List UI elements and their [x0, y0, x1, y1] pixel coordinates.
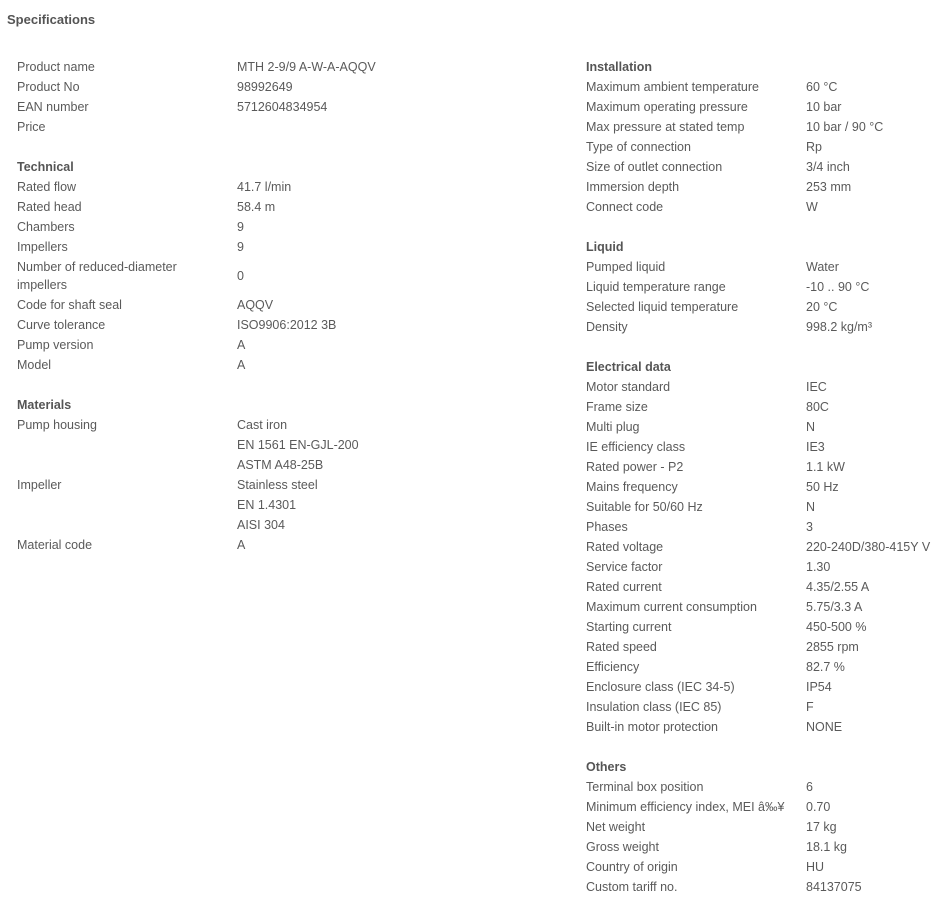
spec-row: [17, 177, 537, 197]
spec-label: Efficiency: [586, 660, 640, 674]
spec-label: Max pressure at stated temp: [586, 120, 745, 134]
spec-label: Immersion depth: [586, 180, 680, 194]
spec-label: Country of origin: [586, 860, 678, 874]
spec-label: Product No: [17, 80, 80, 94]
spec-row: [586, 537, 940, 557]
spec-row: [586, 837, 940, 857]
spec-label: Number of reduced-diameter impellers: [17, 260, 177, 292]
spec-row: [586, 437, 940, 457]
spec-value: 84137075: [806, 880, 862, 894]
spec-value: 998.2 kg/m³: [806, 320, 873, 334]
spec-row: [17, 97, 537, 117]
spec-label: Type of connection: [586, 140, 691, 154]
spec-row: [586, 677, 940, 697]
spec-row: [586, 117, 940, 137]
spec-row: [17, 57, 537, 77]
spec-value: 82.7 %: [806, 660, 845, 674]
spec-row: [17, 315, 537, 335]
spec-value: [237, 117, 537, 137]
spec-value: 17 kg: [806, 820, 837, 834]
spec-row: [586, 297, 940, 317]
spec-value: 18.1 kg: [806, 840, 848, 854]
spec-label: Selected liquid temperature: [586, 300, 739, 314]
spec-value: AQQV: [237, 298, 274, 312]
spec-label: Pump housing: [17, 418, 97, 432]
spec-value-line: EN 1.4301: [237, 498, 297, 512]
spec-value: 5712604834954: [237, 100, 328, 114]
spec-value: F: [806, 700, 814, 714]
spec-value: 9: [237, 240, 244, 254]
spec-label: Maximum ambient temperature: [586, 80, 759, 94]
spec-label: Minimum efficiency index, MEI â‰¥: [586, 800, 785, 814]
spec-row: [586, 577, 940, 597]
spec-row: [586, 777, 940, 797]
spec-value: 9: [237, 220, 244, 234]
spec-label: Maximum current consumption: [586, 600, 757, 614]
spec-row: [17, 355, 537, 375]
liquid-section: [586, 237, 940, 337]
spec-value: N: [806, 420, 816, 434]
spec-value: 0.70: [806, 800, 831, 814]
spec-value: A: [237, 538, 246, 552]
spec-value: 6: [806, 780, 813, 794]
spec-label: IE efficiency class: [586, 440, 686, 454]
spec-row: [17, 197, 537, 217]
section-title-electrical: Electrical data: [586, 360, 671, 374]
spec-value: 3: [806, 520, 813, 534]
spec-value: 10 bar: [806, 100, 842, 114]
spec-label: Insulation class (IEC 85): [586, 700, 722, 714]
spec-value: IE3: [806, 440, 825, 454]
spec-label: Enclosure class (IEC 34-5): [586, 680, 735, 694]
spec-label: Density: [586, 320, 628, 334]
spec-row: [17, 415, 537, 475]
spec-label: Material code: [17, 538, 93, 552]
spec-value: W: [806, 200, 818, 214]
spec-label: Frame size: [586, 400, 648, 414]
spec-row: [586, 377, 940, 397]
spec-row: [586, 457, 940, 477]
spec-value: IEC: [806, 380, 827, 394]
spec-row: [586, 477, 940, 497]
spec-value: 50 Hz: [806, 480, 839, 494]
spec-label: Size of outlet connection: [586, 160, 723, 174]
spec-value: 450-500 %: [806, 620, 867, 634]
spec-value: MTH 2-9/9 A-W-A-AQQV: [237, 60, 376, 74]
spec-value: -10 .. 90 °C: [806, 280, 870, 294]
spec-label: Impellers: [17, 240, 68, 254]
spec-row: [586, 137, 940, 157]
page-title: Specifications: [7, 12, 96, 27]
spec-label: Rated power - P2: [586, 460, 684, 474]
spec-label: Gross weight: [586, 840, 659, 854]
spec-label: Product name: [17, 60, 95, 74]
spec-label: Connect code: [586, 200, 664, 214]
spec-row: [586, 277, 940, 297]
spec-value: 253 mm: [806, 180, 852, 194]
spec-row: [586, 197, 940, 217]
spec-label: Motor standard: [586, 380, 671, 394]
spec-value: [237, 415, 537, 475]
spec-value: 60 °C: [806, 80, 838, 94]
spec-value-line: Stainless steel: [237, 478, 318, 492]
spec-value: 1.1 kW: [806, 460, 845, 474]
spec-value: 98992649: [237, 80, 293, 94]
section-title-materials: Materials: [17, 398, 72, 412]
spec-row: [586, 697, 940, 717]
spec-value: 41.7 l/min: [237, 180, 292, 194]
spec-label: Liquid temperature range: [586, 280, 726, 294]
spec-value: ISO9906:2012 3B: [237, 318, 337, 332]
installation-section: [586, 57, 940, 217]
spec-value-line: AISI 304: [237, 518, 285, 532]
spec-label: Service factor: [586, 560, 663, 574]
spec-label: Custom tariff no.: [586, 880, 678, 894]
spec-value: 10 bar / 90 °C: [806, 120, 884, 134]
spec-row: [586, 597, 940, 617]
spec-value: HU: [806, 860, 825, 874]
spec-row: [17, 237, 537, 257]
spec-label: Curve tolerance: [17, 318, 106, 332]
spec-value: 0: [237, 269, 244, 283]
spec-row: [586, 657, 940, 677]
spec-row: [586, 497, 940, 517]
spec-label: Phases: [586, 520, 628, 534]
spec-label: Price: [17, 120, 46, 134]
spec-value-line: Cast iron: [237, 418, 288, 432]
spec-value: 20 °C: [806, 300, 838, 314]
spec-label: Multi plug: [586, 420, 640, 434]
spec-label: Chambers: [17, 220, 75, 234]
spec-value: 4.35/2.55 A: [806, 580, 870, 594]
spec-label: Built-in motor protection: [586, 720, 719, 734]
spec-value-line: EN 1561 EN-GJL-200: [237, 438, 359, 452]
spec-value: 80C: [806, 400, 829, 414]
spec-row: [586, 257, 940, 277]
spec-label: Rated flow: [17, 180, 77, 194]
spec-value: Rp: [806, 140, 822, 154]
spec-label: Mains frequency: [586, 480, 678, 494]
others-section: [586, 757, 940, 897]
materials-section: [17, 395, 537, 555]
spec-label: Rated head: [17, 200, 82, 214]
section-title-installation: Installation: [586, 60, 652, 74]
spec-row: [17, 217, 537, 237]
spec-row: [586, 617, 940, 637]
spec-row: [586, 717, 940, 737]
section-title-technical: Technical: [17, 160, 74, 174]
spec-row: [586, 797, 940, 817]
spec-label: EAN number: [17, 100, 89, 114]
spec-label: Model: [17, 358, 52, 372]
spec-label: Rated voltage: [586, 540, 664, 554]
spec-value: 5.75/3.3 A: [806, 600, 863, 614]
spec-row: [17, 117, 537, 137]
spec-label: Impeller: [17, 478, 62, 492]
spec-label: Starting current: [586, 620, 672, 634]
spec-value: IP54: [806, 680, 832, 694]
spec-row: [586, 517, 940, 537]
spec-row: [586, 877, 940, 897]
spec-value: N: [806, 500, 816, 514]
spec-label: Terminal box position: [586, 780, 704, 794]
section-title-liquid: Liquid: [586, 240, 624, 254]
spec-row: [586, 177, 940, 197]
spec-row: [586, 857, 940, 877]
spec-value: 3/4 inch: [806, 160, 850, 174]
spec-label: Net weight: [586, 820, 646, 834]
spec-row: [586, 557, 940, 577]
spec-row: [586, 817, 940, 837]
spec-value: A: [237, 358, 246, 372]
spec-label: Maximum operating pressure: [586, 100, 748, 114]
spec-label: Rated current: [586, 580, 662, 594]
section-title-others: Others: [586, 760, 627, 774]
spec-row: [586, 97, 940, 117]
spec-value: 1.30: [806, 560, 831, 574]
spec-value-line: ASTM A48-25B: [237, 458, 324, 472]
spec-row: [17, 335, 537, 355]
left-column: [17, 57, 537, 575]
spec-row: [586, 397, 940, 417]
spec-row: [586, 77, 940, 97]
spec-value: 2855 rpm: [806, 640, 859, 654]
spec-value: NONE: [806, 720, 843, 734]
spec-label: Pumped liquid: [586, 260, 666, 274]
spec-label: Suitable for 50/60 Hz: [586, 500, 703, 514]
spec-row: [17, 77, 537, 97]
spec-value: 220-240D/380-415Y V: [806, 540, 931, 554]
spec-row: [17, 257, 537, 295]
spec-label: Code for shaft seal: [17, 298, 122, 312]
spec-label: Rated speed: [586, 640, 657, 654]
spec-row: [586, 157, 940, 177]
spec-row: [17, 535, 537, 555]
spec-value: A: [237, 338, 246, 352]
spec-value: [237, 475, 537, 535]
spec-row: [586, 637, 940, 657]
spec-value: Water: [806, 260, 839, 274]
technical-section: [17, 157, 537, 375]
electrical-section: [586, 357, 940, 737]
right-column: [586, 57, 940, 917]
spec-row: [586, 317, 940, 337]
general-section: [17, 57, 537, 137]
spec-row: [17, 295, 537, 315]
spec-label: Pump version: [17, 338, 94, 352]
spec-row: [17, 475, 537, 535]
spec-row: [586, 417, 940, 437]
spec-value: 58.4 m: [237, 200, 276, 214]
